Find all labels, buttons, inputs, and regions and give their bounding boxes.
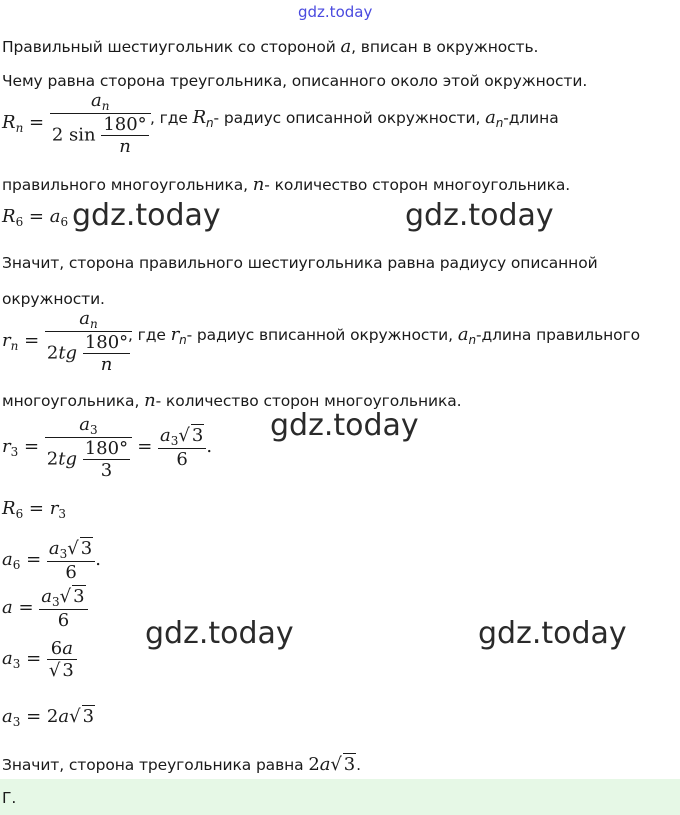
conclusion-line-1: Значит, сторона правильного шестиугольника равна радиусу описанной (2, 254, 598, 272)
formula-explanation-2: , где $r_n-$ радиус вписанной окружности, $a_n$-длина правильного (128, 324, 640, 347)
text: -длина (503, 109, 559, 127)
text: - количество сторон многоугольника. (264, 176, 571, 194)
text: Значит, сторона треугольника равна (2, 756, 309, 774)
equation-r6-r3: $R_6 = r_3$ (2, 498, 66, 521)
equation-a3-fraction: $a_3$ = $\frac{6a}{√ 3}$ (2, 638, 77, 681)
text: - количество сторон многоугольника. (155, 392, 462, 410)
watermark: gdz.today (405, 198, 554, 233)
text: - радиус описанной окружности, (213, 109, 486, 127)
text: , вписан в окружность. (351, 38, 539, 56)
formula-circumradius: $R_n$ = $a_n$ 2 sin $\frac{180^\circ}{n}$ (2, 90, 151, 157)
watermark: gdz.today (145, 616, 294, 651)
explanation-line-3: многоугольника, n- количество сторон многоугольника. (2, 390, 462, 411)
answer-label: Г. (2, 789, 17, 807)
equation-a3-result: $a_3 = 2a√$ 3 (2, 706, 95, 729)
equation-a6: $a_6$ = $\frac{a_3√ 3}{6}$ . (2, 538, 101, 583)
text: - радиус вписанной окружности, (186, 326, 458, 344)
problem-question: Чему равна сторона треугольника, описанного около этой окружности. (2, 72, 588, 90)
text: многоугольника, (2, 392, 145, 410)
explanation-line-2: правильного многоугольника, n- количество сторон многоугольника. (2, 174, 571, 195)
watermark: gdz.today (270, 408, 419, 443)
text: , где (128, 326, 171, 344)
problem-statement-line1: Правильный шестиугольник со стороной a, вписан в окружность. (2, 36, 539, 57)
watermark-top: gdz.today (298, 3, 373, 21)
text: правильного многоугольника, (2, 176, 253, 194)
answer-box (0, 779, 680, 815)
watermark: gdz.today (478, 616, 627, 651)
text: -длина правильного (475, 326, 640, 344)
formula-explanation-1: , где $R_n-$ радиус описанной окружности, $a_n$-длина (150, 107, 559, 130)
watermark: gdz.today (72, 198, 221, 233)
final-conclusion: Значит, сторона треугольника равна 2a√ 3. (2, 754, 361, 775)
formula-r3: $r_3$ = $a_3$ 2tg $\frac{180^\circ}{3}$ = $\frac{a_3√ 3}{6}$ . (2, 414, 213, 481)
text: , где (150, 109, 193, 127)
equation-r6-a6: $R_6 = a_6$ (2, 206, 69, 229)
equation-a: a = $\frac{a_3√ 3}{6}$ (2, 586, 88, 631)
formula-inradius: $r_n$ = $a_n$ 2tg $\frac{180^\circ}{n}$ (2, 308, 132, 375)
text: Правильный шестиугольник со стороной (2, 38, 341, 56)
conclusion-line-2: окружности. (2, 290, 105, 308)
